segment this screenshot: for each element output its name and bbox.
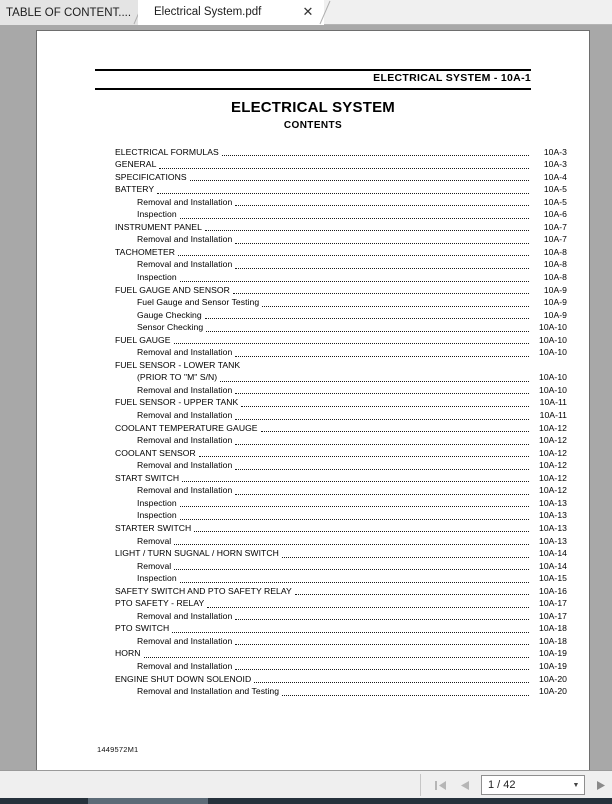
pdf-toolbar	[0, 770, 612, 798]
toc-entry-label: BATTERY	[115, 184, 155, 195]
toc-entry-label: FUEL SENSOR - LOWER TANK	[115, 359, 241, 370]
toc-entry[interactable]	[115, 421, 567, 434]
toc-entry-label: Removal and Installation	[137, 660, 233, 671]
toc-entry-page: 10A-10	[538, 322, 567, 333]
tab-table-of-content[interactable]	[0, 0, 142, 25]
toc-leader-dots	[174, 334, 529, 344]
toc-entry-page: 10A-12	[538, 472, 567, 483]
toc-leader-dots	[262, 297, 529, 307]
toc-entry-label: INSTRUMENT PANEL	[115, 221, 202, 232]
toc-entry-label: Removal and Installation	[137, 234, 233, 245]
toc-entry-label: TACHOMETER	[115, 246, 176, 257]
toc-entry-page: 10A-4	[543, 171, 567, 182]
toc-leader-dots	[180, 510, 529, 520]
toc-entry[interactable]	[115, 383, 567, 396]
toc-leader-dots	[233, 284, 529, 294]
toc-leader-dots	[205, 221, 529, 231]
toc-entry[interactable]	[115, 634, 567, 647]
toc-leader-dots	[206, 322, 529, 332]
toc-entry[interactable]	[115, 496, 567, 509]
toc-entry[interactable]	[115, 346, 567, 359]
toc-entry[interactable]	[115, 170, 567, 183]
toc-entry-label: START SWITCH	[115, 472, 180, 483]
toc-entry[interactable]	[115, 446, 567, 459]
toc-entry[interactable]	[115, 145, 567, 158]
tab-label: TABLE OF CONTENT....	[6, 6, 132, 19]
toc-leader-dots	[157, 184, 529, 194]
pdf-page	[36, 30, 590, 770]
toc-entry-label: COOLANT TEMPERATURE GAUGE	[115, 422, 258, 433]
toc-leader-dots	[235, 347, 529, 357]
toc-entry-label: Fuel Gauge and Sensor Testing	[137, 297, 260, 308]
toc-entry-page: 10A-18	[538, 635, 567, 646]
toc-leader-dots	[235, 435, 529, 445]
pdf-viewer	[0, 25, 612, 770]
footer-document-code: 1449572M1	[97, 745, 139, 754]
toc-entry-page: 10A-8	[543, 246, 567, 257]
toc-entry-label: Removal and Installation	[137, 259, 233, 270]
toc-leader-dots	[144, 648, 529, 658]
toc-leader-dots	[235, 485, 529, 495]
toc-leader-dots	[178, 246, 529, 256]
toc-entry[interactable]	[115, 296, 567, 309]
page-subtitle: CONTENTS	[283, 120, 343, 131]
toc-entry-label: Inspection	[137, 510, 177, 521]
toc-leader-dots	[261, 422, 529, 432]
toc-entry-label: Sensor Checking	[137, 322, 204, 333]
toc-leader-dots	[235, 259, 529, 269]
toc-entry[interactable]	[115, 371, 567, 384]
toc-leader-dots	[241, 397, 529, 407]
toc-entry-label: Removal	[137, 560, 172, 571]
header-rule-bottom	[95, 88, 531, 90]
toc-entry-label: Removal and Installation	[137, 635, 233, 646]
toc-entry[interactable]	[115, 659, 567, 672]
toc-leader-dots	[235, 234, 529, 244]
tab-bar	[0, 0, 612, 25]
toc-entry-page: 10A-5	[543, 196, 567, 207]
toc-entry[interactable]	[115, 283, 567, 296]
page-number-input[interactable]	[481, 775, 585, 795]
toc-entry-label: Removal	[137, 535, 172, 546]
toc-entry-label: FUEL GAUGE	[115, 334, 171, 345]
toc-entry-label: Inspection	[137, 272, 177, 283]
toc-entry[interactable]	[115, 471, 567, 484]
toc-leader-dots	[180, 272, 529, 282]
toc-entry[interactable]	[115, 245, 567, 258]
toc-entry[interactable]	[115, 270, 567, 283]
toc-leader-dots	[235, 410, 529, 420]
toc-leader-dots	[220, 372, 529, 382]
toc-entry-page: 10A-12	[538, 485, 567, 496]
toc-entry-label: PTO SAFETY - RELAY	[115, 598, 205, 609]
toc-entry[interactable]	[115, 521, 567, 534]
window-bottom-strip-highlight	[88, 798, 208, 804]
toc-entry[interactable]	[115, 597, 567, 610]
toc-entry[interactable]	[115, 509, 567, 522]
toc-entry-label: SPECIFICATIONS	[115, 171, 187, 182]
toc-entry-page: 10A-3	[543, 146, 567, 157]
toc-entry[interactable]	[115, 321, 567, 334]
tab-electrical-system-pdf[interactable]	[138, 0, 324, 25]
toc-entry-page: 10A-5	[543, 184, 567, 195]
toc-entry-label: ELECTRICAL FORMULAS	[115, 146, 219, 157]
toc-leader-dots	[235, 635, 529, 645]
toc-entry[interactable]	[115, 647, 567, 660]
toc-entry-label: Removal and Installation	[137, 384, 233, 395]
toc-entry-page: 10A-13	[538, 510, 567, 521]
toc-entry-page: 10A-14	[538, 560, 567, 571]
toc-leader-dots	[282, 686, 529, 696]
toc-entry-label: Removal and Installation	[137, 196, 233, 207]
toc-entry-page: 10A-20	[538, 686, 567, 697]
toc-entry[interactable]	[115, 158, 567, 171]
toc-leader-dots	[205, 309, 529, 319]
toc-entry-label: SAFETY SWITCH AND PTO SAFETY RELAY	[115, 585, 292, 596]
running-head: ELECTRICAL SYSTEM - 10A-1	[373, 72, 531, 84]
toc-entry-page: 10A-12	[538, 435, 567, 446]
toc-entry-label: Removal and Installation	[137, 347, 233, 358]
toc-entry-label: Removal and Installation	[137, 410, 233, 421]
toc-entry-label: Gauge Checking	[137, 309, 202, 320]
toc-entry-page: 10A-15	[538, 573, 567, 584]
toc-entry[interactable]	[115, 609, 567, 622]
toc-entry-page: 10A-13	[538, 535, 567, 546]
toc-entry[interactable]	[115, 195, 567, 208]
toc-entry[interactable]	[115, 308, 567, 321]
toc-entry-label: Removal and Installation	[137, 435, 233, 446]
toc-entry-label: Removal and Installation and Testing	[137, 686, 280, 697]
toc-entry-page: 10A-8	[543, 259, 567, 270]
toc-entry[interactable]	[115, 572, 567, 585]
toc-leader-dots	[207, 598, 529, 608]
toc-leader-dots	[243, 360, 529, 369]
page-indicator: 1 / 42	[488, 779, 516, 791]
toc-entry-label: Inspection	[137, 209, 177, 220]
page-title: ELECTRICAL SYSTEM	[231, 99, 395, 116]
toc-leader-dots	[254, 673, 529, 683]
previous-page-icon[interactable]	[456, 776, 474, 794]
toc-entry[interactable]	[115, 396, 567, 409]
toc-leader-dots	[190, 171, 529, 181]
toc-entry[interactable]	[115, 333, 567, 346]
toc-entry-page: 10A-10	[538, 347, 567, 358]
toc-leader-dots	[180, 497, 529, 507]
toc-entry-page: 10A-9	[543, 309, 567, 320]
toc-entry[interactable]	[115, 459, 567, 472]
toc-leader-dots	[159, 159, 529, 169]
toc-entry-label: Removal and Installation	[137, 460, 233, 471]
toc-entry[interactable]	[115, 208, 567, 221]
toc-entry-page: 10A-19	[538, 648, 567, 659]
toc-leader-dots	[174, 535, 529, 545]
toc-leader-dots	[235, 460, 529, 470]
toc-entry[interactable]	[115, 672, 567, 685]
toc-entry[interactable]	[115, 559, 567, 572]
toc-entry-page: 10A-17	[538, 598, 567, 609]
toc-leader-dots	[194, 522, 529, 532]
toc-leader-dots	[172, 623, 529, 633]
toc-entry-label: GENERAL	[115, 159, 157, 170]
toc-entry-label: HORN	[115, 648, 141, 659]
toc-leader-dots	[282, 548, 529, 558]
toc-entry-page: 10A-11	[539, 410, 567, 421]
toc-leader-dots	[235, 196, 529, 206]
chevron-down-icon[interactable]: ▼	[572, 781, 580, 789]
toc-entry-page: 10A-3	[543, 159, 567, 170]
toc-entry[interactable]	[115, 220, 567, 233]
toc-entry[interactable]	[115, 183, 567, 196]
toc-entry-page: 10A-17	[538, 610, 567, 621]
toc-entry-page: 10A-10	[538, 334, 567, 345]
toc-entry-page: 10A-6	[543, 209, 567, 220]
toc-entry-label: Inspection	[137, 497, 177, 508]
toc-entry-page: 10A-16	[538, 585, 567, 596]
toc-entry[interactable]	[115, 258, 567, 271]
header-rule-top	[95, 69, 531, 71]
toc-leader-dots	[295, 585, 529, 595]
toc-entry-label: Inspection	[137, 573, 177, 584]
toc-entry-page: 10A-9	[543, 297, 567, 308]
toc-entry-label: ENGINE SHUT DOWN SOLENOID	[115, 673, 252, 684]
toc-entry[interactable]	[115, 358, 567, 371]
toc-entry-label: Removal and Installation	[137, 485, 233, 496]
toc-entry-page: 10A-14	[538, 548, 567, 559]
toc-leader-dots	[199, 447, 529, 457]
toc-entry[interactable]	[115, 685, 567, 698]
toc-entry-label: LIGHT / TURN SUGNAL / HORN SWITCH	[115, 548, 279, 559]
toc-leader-dots	[174, 560, 529, 570]
toc-entry-page: 10A-12	[538, 460, 567, 471]
toc-entry[interactable]	[115, 584, 567, 597]
toc-entry-page: 10A-8	[543, 272, 567, 283]
toc-entry-label: Removal and Installation	[137, 610, 233, 621]
toc-entry-page: 10A-13	[538, 522, 567, 533]
toc-entry-page: 10A-11	[539, 397, 567, 408]
toc-entry-page: 10A-13	[538, 497, 567, 508]
toc-entry-page: 10A-7	[543, 234, 567, 245]
toc-entry[interactable]	[115, 434, 567, 447]
toc-entry-label: COOLANT SENSOR	[115, 447, 196, 458]
toc-entry-label: (PRIOR TO "M" S/N)	[137, 372, 218, 383]
toc-entry-page: 10A-12	[538, 422, 567, 433]
toc-entry[interactable]	[115, 622, 567, 635]
toc-entry-page: 10A-12	[538, 447, 567, 458]
table-of-contents	[115, 145, 567, 697]
toc-leader-dots	[222, 146, 529, 156]
toc-leader-dots	[180, 209, 529, 219]
toc-leader-dots	[182, 472, 529, 482]
toc-entry-page: 10A-9	[543, 284, 567, 295]
toc-entry-label: PTO SWITCH	[115, 623, 170, 634]
toc-entry-label: STARTER SWITCH	[115, 522, 192, 533]
close-icon[interactable]: ✕	[302, 4, 314, 19]
toolbar-separator	[420, 774, 421, 796]
first-page-icon[interactable]	[432, 776, 450, 794]
toc-entry-page: 10A-7	[543, 221, 567, 232]
toc-entry-page: 10A-19	[538, 660, 567, 671]
toc-entry-page: 10A-10	[538, 384, 567, 395]
toc-entry-page: 10A-18	[538, 623, 567, 634]
toc-entry-label: FUEL SENSOR - UPPER TANK	[115, 397, 239, 408]
toc-leader-dots	[180, 573, 529, 583]
toc-entry[interactable]	[115, 534, 567, 547]
toc-leader-dots	[235, 610, 529, 620]
toc-leader-dots	[235, 660, 529, 670]
tab-label: Electrical System.pdf	[154, 6, 262, 18]
toc-entry[interactable]	[115, 484, 567, 497]
toc-entry[interactable]	[115, 408, 567, 421]
next-page-icon[interactable]	[592, 776, 610, 794]
toc-entry[interactable]	[115, 233, 567, 246]
toc-entry[interactable]	[115, 547, 567, 560]
toc-entry-label: FUEL GAUGE AND SENSOR	[115, 284, 230, 295]
toc-entry-page: 10A-20	[538, 673, 567, 684]
toc-leader-dots	[235, 384, 529, 394]
toc-entry-page: 10A-10	[538, 372, 567, 383]
